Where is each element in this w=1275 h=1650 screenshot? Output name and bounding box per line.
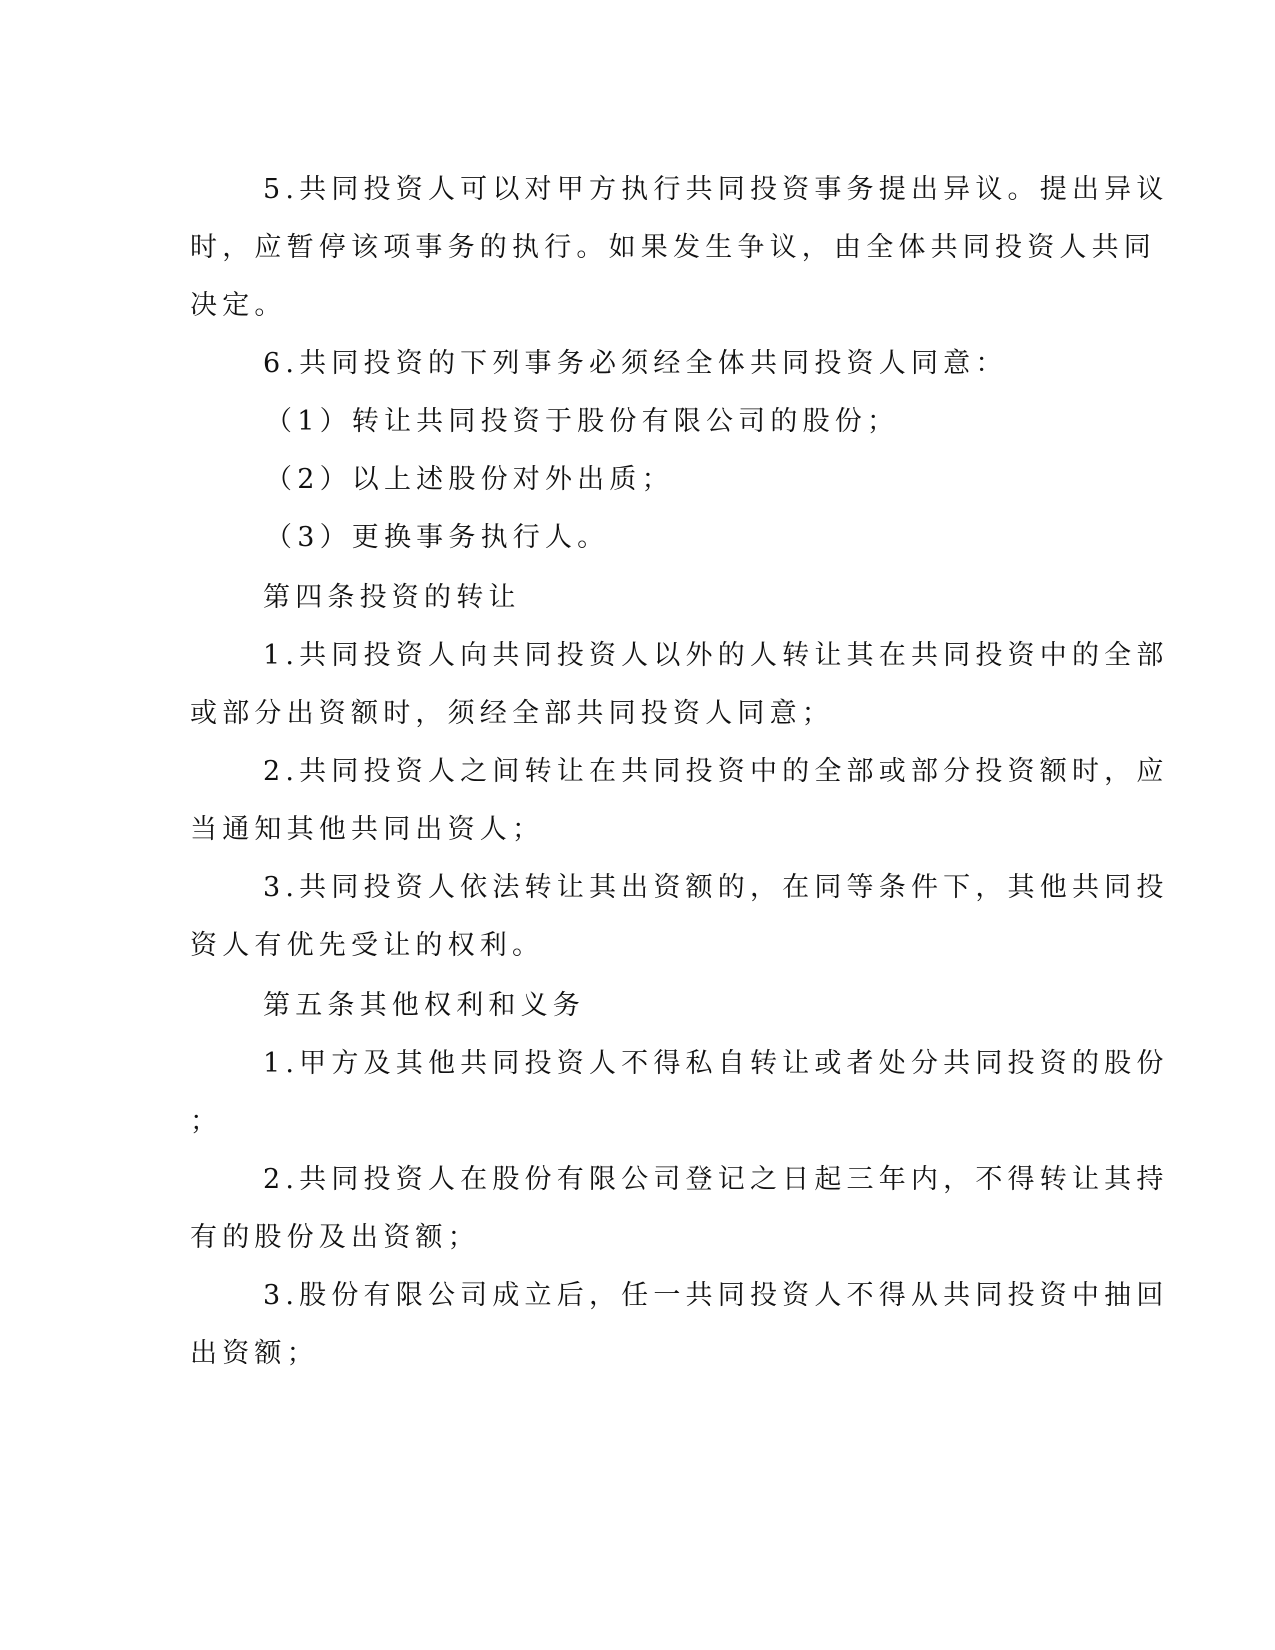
article-5-item-2-line-2: 有的股份及出资额；: [190, 1222, 480, 1253]
section-heading-article-5: 第五条其他权利和义务: [263, 990, 585, 1021]
list-item-3: （3）更换事务执行人。: [265, 522, 610, 553]
article-5-item-1-line-2: ；: [190, 1106, 223, 1137]
article-5-item-3-line-2: 出资额；: [190, 1338, 319, 1369]
list-item-1: （1）转让共同投资于股份有限公司的股份；: [265, 406, 900, 437]
article-5-item-3-line-1: 3.股份有限公司成立后，任一共同投资人不得从共同投资中抽回: [263, 1280, 1169, 1311]
article-4-item-2-line-1: 2.共同投资人之间转让在共同投资中的全部或部分投资额时，应: [263, 756, 1169, 787]
article-4-item-3-line-1: 3.共同投资人依法转让其出资额的，在同等条件下，其他共同投: [263, 872, 1169, 903]
list-item-2: （2）以上述股份对外出质；: [265, 464, 674, 495]
paragraph-5-line-2: 时，应暂停该项事务的执行。如果发生争议，由全体共同投资人共同: [190, 232, 1156, 263]
article-4-item-1-line-2: 或部分出资额时，须经全部共同投资人同意；: [190, 698, 834, 729]
paragraph-6-line-1: 6.共同投资的下列事务必须经全体共同投资人同意：: [263, 348, 1008, 379]
article-4-item-2-line-2: 当通知其他共同出资人；: [190, 814, 545, 845]
section-heading-article-4: 第四条投资的转让: [263, 582, 521, 613]
article-4-item-3-line-2: 资人有优先受让的权利。: [190, 930, 545, 961]
article-5-item-2-line-1: 2.共同投资人在股份有限公司登记之日起三年内，不得转让其持: [263, 1164, 1169, 1195]
paragraph-5-line-3: 决定。: [190, 290, 287, 321]
article-4-item-1-line-1: 1.共同投资人向共同投资人以外的人转让其在共同投资中的全部: [263, 640, 1169, 671]
paragraph-5-line-1: 5.共同投资人可以对甲方执行共同投资事务提出异议。提出异议: [263, 174, 1169, 205]
article-5-item-1-line-1: 1.甲方及其他共同投资人不得私自转让或者处分共同投资的股份: [263, 1048, 1169, 1079]
